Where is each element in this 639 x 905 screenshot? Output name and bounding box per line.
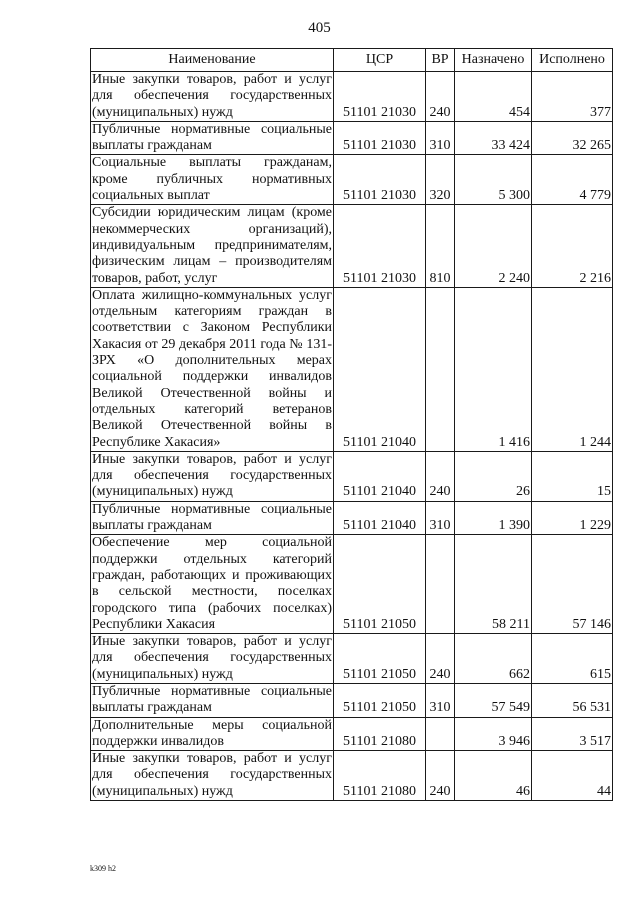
row-name: Публичные нормативные социальные выплаты гражданам xyxy=(92,121,332,154)
row-executed: 56 531 xyxy=(532,683,613,717)
page-number: 405 xyxy=(308,20,331,36)
row-name: Иные закупки товаров, работ и услуг для обеспечения государственных (муниципальных) нужд xyxy=(92,751,332,799)
row-name: Обеспечение мер социальной поддержки отдельных категорий граждан, работающих и проживающих в сельской местности, поселках городского типа (рабочих поселках) Республики Хакасия xyxy=(92,535,332,632)
table-row xyxy=(91,501,613,535)
row-assigned: 3 946 xyxy=(455,717,532,751)
row-csr: 51101 21030 xyxy=(334,72,426,122)
row-name: Социальные выплаты гражданам, кроме публичных нормативных социальных выплат xyxy=(92,155,332,204)
table-row xyxy=(91,121,613,155)
row-assigned: 1 416 xyxy=(455,287,532,451)
header-vr: ВР xyxy=(426,49,455,72)
row-csr: 51101 21040 xyxy=(334,501,426,535)
row-vr: 240 xyxy=(426,634,455,684)
row-executed: 57 146 xyxy=(532,535,613,634)
row-assigned: 454 xyxy=(455,72,532,122)
row-name: Публичные нормативные социальные выплаты гражданам xyxy=(92,501,332,534)
header-executed: Исполнено xyxy=(532,49,613,72)
table-row xyxy=(91,535,613,634)
row-vr: 310 xyxy=(426,683,455,717)
row-name: Оплата жилищно-коммунальных услуг отдельным категориям граждан в соответствии с Законом Республики Хакасия от 29 декабря 2011 года № 131-ЗРХ «О дополнительных мерах социальной поддержки инвалидов Великой Отечественной войны и отдельных категорий ветеранов Великой Отечественной войны в Республике Хакасия» xyxy=(92,287,332,450)
row-executed: 377 xyxy=(532,72,613,122)
row-executed: 15 xyxy=(532,451,613,501)
table-row xyxy=(91,751,613,801)
header-csr: ЦСР xyxy=(334,49,426,72)
row-assigned: 57 549 xyxy=(455,683,532,717)
table-row xyxy=(91,205,613,287)
row-executed: 3 517 xyxy=(532,717,613,751)
row-csr: 51101 21050 xyxy=(334,683,426,717)
row-vr: 240 xyxy=(426,72,455,122)
row-csr: 51101 21030 xyxy=(334,121,426,155)
row-assigned: 2 240 xyxy=(455,205,532,287)
header-name: Наименование xyxy=(91,49,334,72)
row-vr: 320 xyxy=(426,155,455,205)
row-csr: 51101 21030 xyxy=(334,155,426,205)
row-name: Субсидии юридическим лицам (кроме некоммерческих организаций), индивидуальным предпринимателям, физическим лицам – производителям товаров, работ, услуг xyxy=(92,205,332,286)
table-row xyxy=(91,717,613,751)
footer-code: k309 h2 xyxy=(90,864,116,873)
table-row xyxy=(91,451,613,501)
table-row xyxy=(91,72,613,122)
row-assigned: 46 xyxy=(455,751,532,801)
row-executed: 615 xyxy=(532,634,613,684)
row-vr: 240 xyxy=(426,751,455,801)
row-assigned: 26 xyxy=(455,451,532,501)
table-row xyxy=(91,683,613,717)
row-assigned: 58 211 xyxy=(455,535,532,634)
budget-table xyxy=(90,48,613,801)
row-csr: 51101 21080 xyxy=(334,751,426,801)
row-assigned: 5 300 xyxy=(455,155,532,205)
row-csr: 51101 21080 xyxy=(334,717,426,751)
row-executed: 32 265 xyxy=(532,121,613,155)
row-vr: 310 xyxy=(426,121,455,155)
row-assigned: 662 xyxy=(455,634,532,684)
table-row xyxy=(91,155,613,205)
row-executed: 2 216 xyxy=(532,205,613,287)
row-csr: 51101 21030 xyxy=(334,205,426,287)
row-name: Иные закупки товаров, работ и услуг для обеспечения государственных (муниципальных) нужд xyxy=(92,451,332,500)
row-name: Иные закупки товаров, работ и услуг для обеспечения государственных (муниципальных) нужд xyxy=(92,72,332,120)
table-row xyxy=(91,634,613,684)
row-executed: 4 779 xyxy=(532,155,613,205)
table-header-row xyxy=(91,49,613,72)
row-name: Иные закупки товаров, работ и услуг для обеспечения государственных (муниципальных) нужд xyxy=(92,634,332,682)
row-name: Дополнительные меры социальной поддержки инвалидов xyxy=(92,717,332,749)
row-vr xyxy=(426,287,455,451)
row-vr xyxy=(426,717,455,751)
row-executed: 1 229 xyxy=(532,501,613,535)
row-csr: 51101 21040 xyxy=(334,451,426,501)
row-vr: 240 xyxy=(426,451,455,501)
row-csr: 51101 21050 xyxy=(334,535,426,634)
row-executed: 44 xyxy=(532,751,613,801)
row-csr: 51101 21040 xyxy=(334,287,426,451)
row-assigned: 33 424 xyxy=(455,121,532,155)
header-assigned: Назначено xyxy=(455,49,532,72)
row-assigned: 1 390 xyxy=(455,501,532,535)
row-vr xyxy=(426,535,455,634)
table-row xyxy=(91,287,613,451)
row-vr: 310 xyxy=(426,501,455,535)
row-csr: 51101 21050 xyxy=(334,634,426,684)
row-name: Публичные нормативные социальные выплаты гражданам xyxy=(92,683,332,716)
row-vr: 810 xyxy=(426,205,455,287)
row-executed: 1 244 xyxy=(532,287,613,451)
